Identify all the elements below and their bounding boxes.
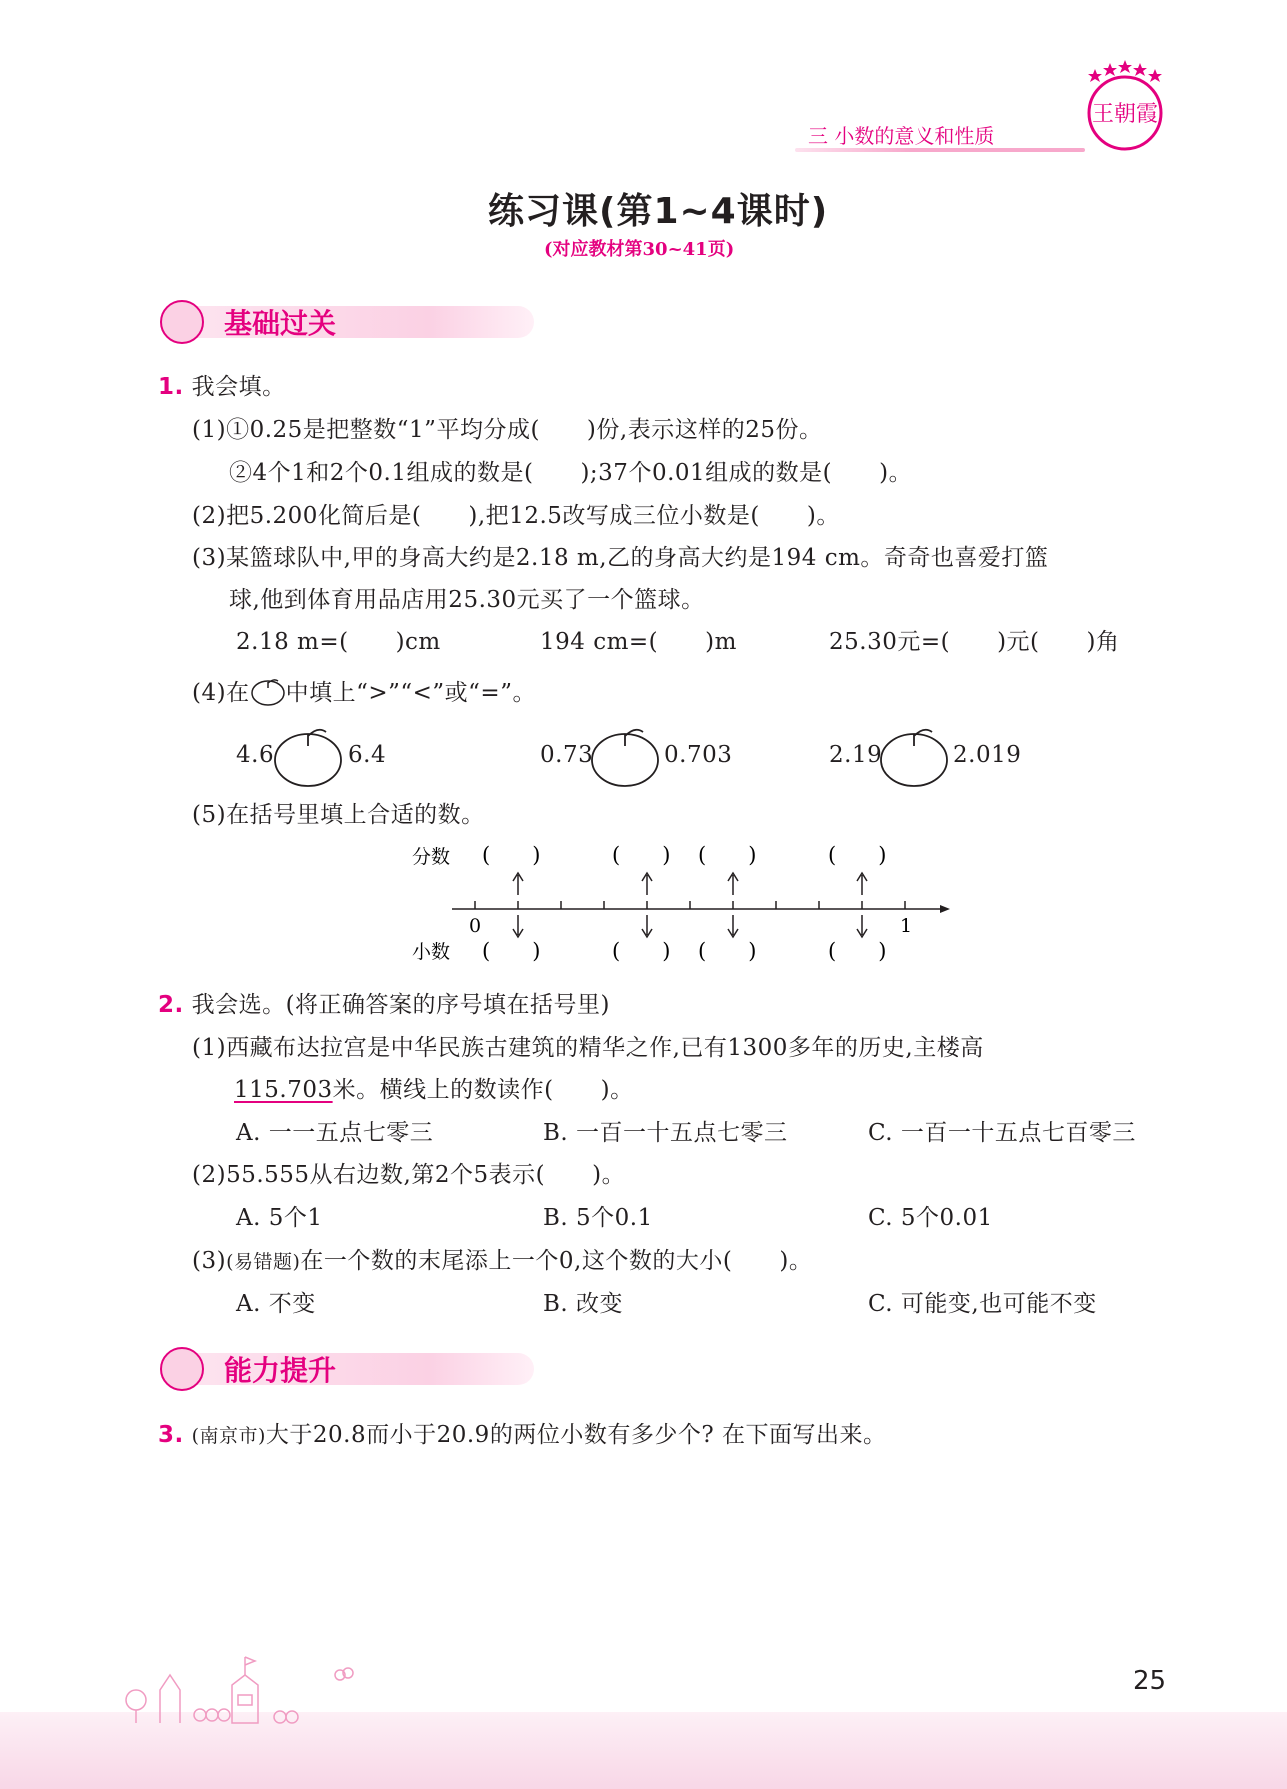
q1-part4-post: 中填上“>”“<”或“=”。 [285,680,536,706]
page-number: 25 [1133,1666,1167,1696]
q2-title-line [158,990,610,1020]
q3-text: 大于20.8而小于20.9的两位小数有多少个? 在下面写出来。 [265,1422,887,1448]
compare-2-left: 0.73 [540,742,594,768]
q2-p1-option-b: B. 一百一十五点七零三 [543,1120,788,1146]
section-advanced-label: 能力提升 [224,1354,337,1387]
decimal-blank: ( ) [828,939,887,963]
q1-part1b: ②4个1和2个0.1组成的数是( );37个0.01组成的数是( )。 [229,460,913,486]
q2-part2: (2)55.555从右边数,第2个5表示( )。 [192,1162,626,1188]
q1-title-line [158,372,286,402]
q2-p3-option-c: C. 可能变,也可能不变 [868,1291,1097,1317]
apple-icon [250,676,286,706]
header-divider [795,148,1085,152]
apple-blank-icon[interactable] [589,722,661,788]
decimal-blank: ( ) [698,939,757,963]
q1-title: 我会填。 [191,374,286,400]
fraction-blank: ( ) [828,843,887,867]
q1-part5: (5)在括号里填上合适的数。 [192,802,485,828]
compare-2-right: 0.703 [664,742,733,768]
girl-face-icon [160,300,204,344]
q1-part4 [192,676,536,708]
q3-line [158,1420,886,1451]
footer-castle-icon [120,1645,380,1725]
q2-part1a: (1)西藏布达拉宫是中华民族古建筑的精华之作,已有1300多年的历史,主楼高 [192,1035,984,1061]
apple-blank-icon[interactable] [878,722,950,788]
compare-1-left: 4.6 [236,742,275,768]
section-basic [160,300,540,344]
section-advanced [160,1347,540,1391]
fraction-blank: ( ) [482,843,541,867]
q2-title: 我会选。(将正确答案的序号填在括号里) [191,992,611,1018]
compare-3-left: 2.19 [829,742,883,768]
fraction-blank: ( ) [612,843,671,867]
axis-ticks [475,901,905,909]
q3-number: 3. [158,1422,184,1448]
q2-p3-text: 在一个数的末尾添上一个0,这个数的大小( )。 [300,1248,813,1274]
q1-part3-conv2: 194 cm=( )m [540,629,737,655]
underlined-number: 115.703 [234,1077,333,1103]
q2-number: 2. [158,992,184,1018]
q2-p2-option-a: A. 5个1 [236,1205,323,1231]
q1-part3a: (3)某篮球队中,甲的身高大约是2.18 m,乙的身高大约是194 cm。奇奇也喜爱打篮 [192,545,1049,571]
grandma-face-icon [160,1347,204,1391]
q2-part3: (3)(易错题)在一个数的末尾添上一个0,这个数的大小( )。 [192,1248,813,1274]
q2-p2-option-b: B. 5个0.1 [543,1205,653,1231]
axis-start: 0 [469,915,482,937]
axis-arrow [940,905,950,913]
q1-part4-pre: (4)在 [192,680,250,706]
down-arrows [513,915,867,937]
axis-end: 1 [900,915,913,937]
fraction-blank: ( ) [698,843,757,867]
q1-part2: (2)把5.200化简后是( ),把12.5改写成三位小数是( )。 [192,503,840,529]
compare-1-right: 6.4 [348,742,387,768]
page-subtitle: (对应教材第30~41页) [544,239,735,260]
chapter-label: 三 小数的意义和性质 [808,124,995,148]
q1-part3b: 球,他到体育用品店用25.30元买了一个篮球。 [229,587,705,613]
logo-badge [1070,55,1180,155]
q3-tag: (南京市) [191,1425,266,1447]
q2-part1b [234,1075,634,1105]
q1-number: 1. [158,374,184,400]
q2-p1-option-a: A. 一一五点七零三 [236,1120,434,1146]
q2-p1-option-c: C. 一百一十五点七百零三 [868,1120,1136,1146]
q2-p2-option-c: C. 5个0.01 [868,1205,993,1231]
page-title: 练习课(第1~4课时) [488,191,829,232]
apple-blank-icon[interactable] [272,722,344,788]
decimal-blank: ( ) [482,939,541,963]
number-line [400,835,960,970]
q1-part3-conv1: 2.18 m=( )cm [236,629,441,655]
decimal-blank: ( ) [612,939,671,963]
numberline-top-label: 分数 [412,846,451,868]
section-basic-label: 基础过关 [224,307,337,340]
q2-part1b-rest: 米。横线上的数读作( )。 [332,1077,634,1103]
q2-p3-option-a: A. 不变 [236,1291,316,1317]
numberline-bottom-label: 小数 [412,941,451,963]
q2-p3-tag: (易错题) [226,1251,301,1273]
up-arrows [513,873,867,895]
compare-3-right: 2.019 [953,742,1022,768]
q1-part1a: (1)①0.25是把整数“1”平均分成( )份,表示这样的25份。 [192,417,823,443]
logo-text: 王朝霞 [1091,102,1159,127]
q2-p3-option-b: B. 改变 [543,1291,624,1317]
q1-part3-conv3: 25.30元=( )元( )角 [829,629,1120,655]
